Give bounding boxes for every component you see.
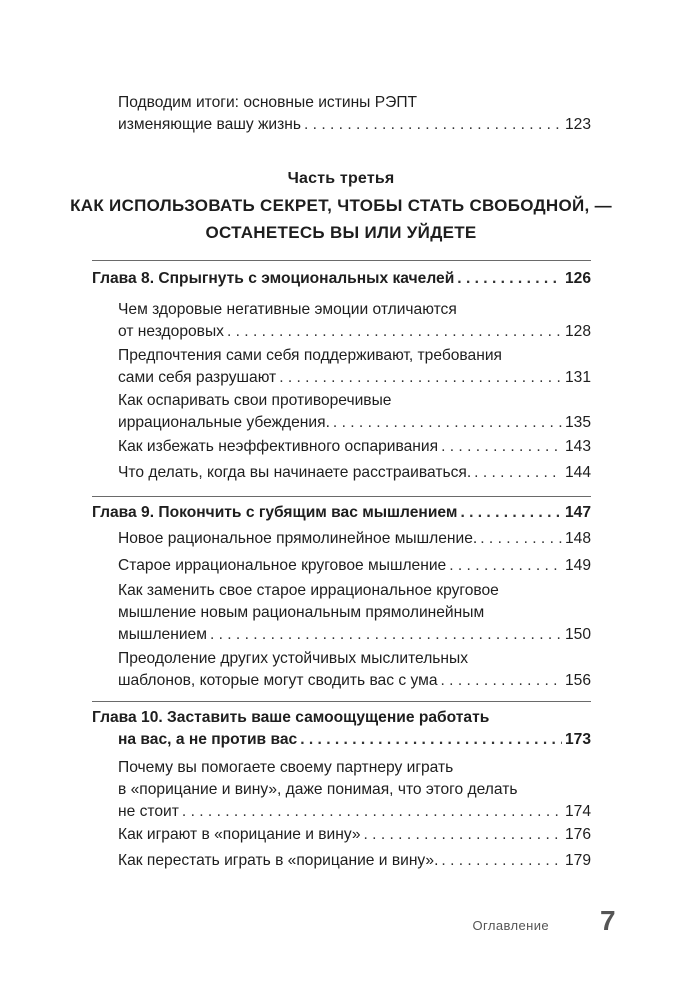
toc-page-number: 143 xyxy=(564,438,591,455)
toc-page-number: 128 xyxy=(564,323,591,340)
toc-entry-text: Как перестать играть в «порицание и вину». xyxy=(118,852,439,869)
toc-entry-text: Как играют в «порицание и вину» xyxy=(118,826,361,843)
dot-leader xyxy=(441,850,562,872)
chapter-title: Глава 8. Спрыгнуть с эмоциональных качелей xyxy=(92,270,455,287)
toc-page-number: 156 xyxy=(564,672,591,689)
toc-section[interactable] xyxy=(118,580,591,646)
dot-leader xyxy=(210,624,562,646)
toc-entry-summary[interactable] xyxy=(118,92,591,136)
dot-leader xyxy=(449,555,562,577)
folio-page-number: 7 xyxy=(600,905,616,936)
toc-entry-text: в «порицание и вину», даже понимая, что этого делать xyxy=(118,781,518,798)
toc-entry-text: Как избежать неэффективного оспаривания xyxy=(118,438,439,455)
toc-entry-text: иррациональные убеждения. xyxy=(118,414,330,431)
running-footer: Оглавление xyxy=(472,918,549,933)
toc-entry-text: Почему вы помогаете своему партнеру играть xyxy=(118,759,454,776)
toc-entry-text: Как заменить свое старое иррациональное круговое xyxy=(118,582,499,599)
dot-leader xyxy=(441,670,562,692)
toc-page-number: 126 xyxy=(564,270,591,287)
toc-page-number: 150 xyxy=(564,626,591,643)
toc-entry-text: сами себя разрушают xyxy=(118,369,277,386)
divider xyxy=(92,496,591,497)
toc-entry-text: Чем здоровые негативные эмоции отличаются xyxy=(118,301,457,318)
toc-page-number: 144 xyxy=(564,464,591,481)
toc-page-number: 123 xyxy=(564,116,591,133)
dot-leader xyxy=(333,412,562,434)
toc-page-number: 135 xyxy=(564,414,591,431)
toc-page-number: 149 xyxy=(564,557,591,574)
dot-leader xyxy=(364,824,562,846)
dot-leader xyxy=(457,268,562,290)
dot-leader xyxy=(460,502,562,524)
part-label: Часть третья xyxy=(287,170,395,187)
dot-leader xyxy=(227,321,562,343)
chapter-title: Глава 10. Заставить ваше самоощущение работать xyxy=(92,709,490,726)
toc-entry-text: Что делать, когда вы начинаете расстраиваться. xyxy=(118,464,472,481)
toc-page-number: 179 xyxy=(564,852,591,869)
toc-chapter-8[interactable] xyxy=(92,268,591,290)
toc-page-number: 174 xyxy=(564,803,591,820)
toc-entry-text: мышлением xyxy=(118,626,207,643)
toc-entry-text: шаблонов, которые могут сводить вас с ума xyxy=(118,672,438,689)
part-title-line-1: КАК ИСПОЛЬЗОВАТЬ СЕКРЕТ, ЧТОБЫ СТАТЬ СВОБОДНОЙ, — xyxy=(70,196,612,215)
dot-leader xyxy=(441,436,562,458)
toc-entry-text: Новое рациональное прямолинейное мышление. xyxy=(118,530,478,547)
toc-page-number: 173 xyxy=(564,731,591,748)
toc-page-number: 148 xyxy=(564,530,591,547)
toc-section[interactable] xyxy=(118,757,591,823)
toc-section[interactable] xyxy=(118,824,591,846)
chapter-title: Глава 9. Покончить с губящим вас мышлением xyxy=(92,504,458,521)
toc-entry-text: Старое иррациональное круговое мышление xyxy=(118,557,447,574)
toc-entry-text: Как оспаривать свои противоречивые xyxy=(118,392,392,409)
toc-section[interactable] xyxy=(118,648,591,692)
toc-page-number: 176 xyxy=(564,826,591,843)
toc-entry-text: изменяющие вашу жизнь xyxy=(118,116,301,133)
toc-entry-text: мышление новым рациональным прямолинейным xyxy=(118,604,485,621)
dot-leader xyxy=(304,114,562,136)
dot-leader xyxy=(300,729,562,751)
toc-section[interactable] xyxy=(118,436,591,458)
divider xyxy=(92,260,591,261)
chapter-title: на вас, а не против вас xyxy=(118,731,298,748)
toc-entry-text: не стоит xyxy=(118,803,179,820)
part-title-line-2: ОСТАНЕТЕСЬ ВЫ ИЛИ УЙДЕТЕ xyxy=(205,223,477,242)
toc-page-number: 147 xyxy=(564,504,591,521)
toc-section[interactable] xyxy=(118,555,591,577)
toc-page-number: 131 xyxy=(564,369,591,386)
divider xyxy=(92,701,591,702)
toc-chapter-9[interactable] xyxy=(92,502,591,524)
toc-entry-text: Преодоление других устойчивых мыслительных xyxy=(118,650,469,667)
dot-leader xyxy=(474,462,562,484)
dot-leader xyxy=(182,801,562,823)
toc-section[interactable] xyxy=(118,390,591,434)
toc-entry-text: Подводим итоги: основные истины РЭПТ xyxy=(118,94,418,111)
toc-section[interactable] xyxy=(118,850,591,872)
dot-leader xyxy=(480,528,562,550)
toc-chapter-10[interactable] xyxy=(92,707,591,751)
toc-section[interactable] xyxy=(118,528,591,550)
toc-section[interactable] xyxy=(118,462,591,484)
toc-section[interactable] xyxy=(118,299,591,343)
toc-entry-text: Предпочтения сами себя поддерживают, требования xyxy=(118,347,502,364)
dot-leader xyxy=(279,367,562,389)
toc-section[interactable] xyxy=(118,345,591,389)
toc-entry-text: от нездоровых xyxy=(118,323,224,340)
